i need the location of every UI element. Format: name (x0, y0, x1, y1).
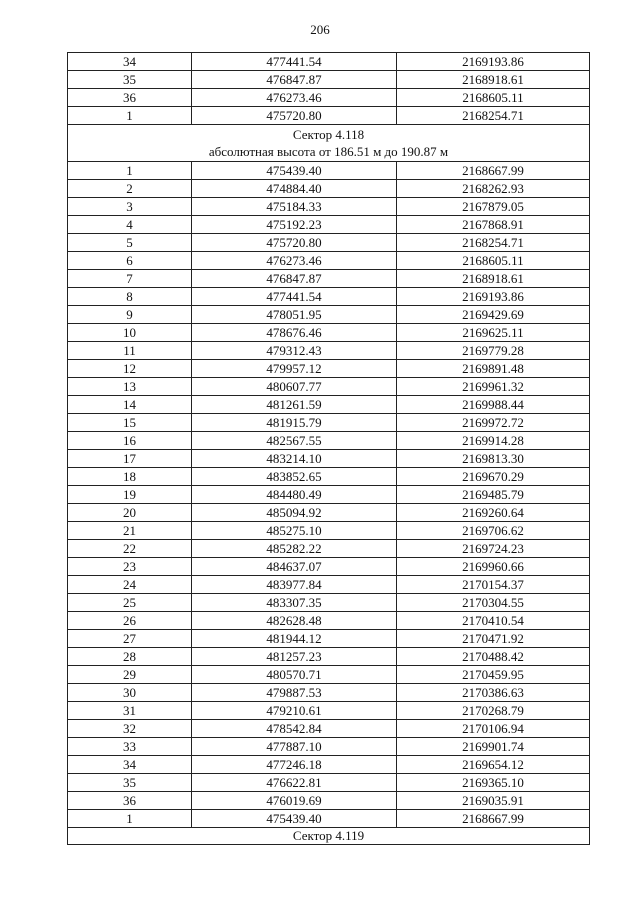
table-row (68, 360, 590, 378)
point-number-cell: 3 (68, 198, 192, 216)
y-coordinate-cell: 2169724.23 (397, 540, 590, 558)
x-coordinate-cell: 475439.40 (192, 810, 397, 828)
point-number-cell: 10 (68, 324, 192, 342)
x-coordinate-cell: 476273.46 (192, 89, 397, 107)
table-row (68, 414, 590, 432)
y-coordinate-cell: 2168667.99 (397, 162, 590, 180)
table-row (68, 684, 590, 702)
point-number-cell: 29 (68, 666, 192, 684)
point-number-cell: 17 (68, 450, 192, 468)
y-coordinate-cell: 2169914.28 (397, 432, 590, 450)
point-number-cell: 1 (68, 810, 192, 828)
point-number-cell: 13 (68, 378, 192, 396)
table-row (68, 468, 590, 486)
sector-header-cell (68, 828, 590, 845)
y-coordinate-cell: 2168254.71 (397, 234, 590, 252)
y-coordinate-cell: 2169960.66 (397, 558, 590, 576)
x-coordinate-cell: 483214.10 (192, 450, 397, 468)
table-row (68, 666, 590, 684)
sector-header-row (68, 125, 590, 162)
x-coordinate-cell: 477441.54 (192, 288, 397, 306)
table-row (68, 558, 590, 576)
table-row (68, 504, 590, 522)
table-row (68, 738, 590, 756)
point-number-cell: 14 (68, 396, 192, 414)
sector-altitude-range: абсолютная высота от 186.51 м до 190.87 м (208, 144, 449, 159)
y-coordinate-cell: 2169961.32 (397, 378, 590, 396)
page-number: 206 (310, 22, 330, 37)
x-coordinate-cell: 482628.48 (192, 612, 397, 630)
y-coordinate-cell: 2170471.92 (397, 630, 590, 648)
x-coordinate-cell: 484480.49 (192, 486, 397, 504)
point-number-cell: 12 (68, 360, 192, 378)
x-coordinate-cell: 479210.61 (192, 702, 397, 720)
table-row (68, 324, 590, 342)
table-row (68, 396, 590, 414)
x-coordinate-cell: 475439.40 (192, 162, 397, 180)
point-number-cell: 11 (68, 342, 192, 360)
x-coordinate-cell: 475184.33 (192, 198, 397, 216)
point-number-cell: 16 (68, 432, 192, 450)
y-coordinate-cell: 2169779.28 (397, 342, 590, 360)
y-coordinate-cell: 2170488.42 (397, 648, 590, 666)
x-coordinate-cell: 475720.80 (192, 107, 397, 125)
y-coordinate-cell: 2170386.63 (397, 684, 590, 702)
sector-header-4-118 (68, 125, 590, 162)
table-row (68, 270, 590, 288)
x-coordinate-cell: 477887.10 (192, 738, 397, 756)
point-number-cell: 7 (68, 270, 192, 288)
point-number-cell: 8 (68, 288, 192, 306)
y-coordinate-cell: 2168918.61 (397, 71, 590, 89)
point-number-cell: 34 (68, 756, 192, 774)
y-coordinate-cell: 2169972.72 (397, 414, 590, 432)
sector-header-4-119 (68, 828, 590, 845)
point-number-cell: 9 (68, 306, 192, 324)
x-coordinate-cell: 483852.65 (192, 468, 397, 486)
table-row (68, 792, 590, 810)
x-coordinate-cell: 482567.55 (192, 432, 397, 450)
x-coordinate-cell: 481915.79 (192, 414, 397, 432)
x-coordinate-cell: 474884.40 (192, 180, 397, 198)
table-row (68, 810, 590, 828)
point-number-cell: 34 (68, 53, 192, 71)
y-coordinate-cell: 2169193.86 (397, 53, 590, 71)
point-number-cell: 26 (68, 612, 192, 630)
y-coordinate-cell: 2169485.79 (397, 486, 590, 504)
point-number-cell: 28 (68, 648, 192, 666)
point-number-cell: 15 (68, 414, 192, 432)
x-coordinate-cell: 479957.12 (192, 360, 397, 378)
table-row (68, 198, 590, 216)
sector-header-cell (68, 125, 590, 162)
y-coordinate-cell: 2168667.99 (397, 810, 590, 828)
point-number-cell: 35 (68, 774, 192, 792)
y-coordinate-cell: 2168605.11 (397, 89, 590, 107)
y-coordinate-cell: 2169891.48 (397, 360, 590, 378)
x-coordinate-cell: 480570.71 (192, 666, 397, 684)
x-coordinate-cell: 479887.53 (192, 684, 397, 702)
point-number-cell: 22 (68, 540, 192, 558)
table-row (68, 180, 590, 198)
y-coordinate-cell: 2170106.94 (397, 720, 590, 738)
point-number-cell: 18 (68, 468, 192, 486)
x-coordinate-cell: 475720.80 (192, 234, 397, 252)
x-coordinate-cell: 478676.46 (192, 324, 397, 342)
table-row (68, 720, 590, 738)
x-coordinate-cell: 476847.87 (192, 71, 397, 89)
point-number-cell: 31 (68, 702, 192, 720)
x-coordinate-cell: 485282.22 (192, 540, 397, 558)
y-coordinate-cell: 2170154.37 (397, 576, 590, 594)
sector-title: Сектор 4.119 (292, 828, 365, 843)
table-row (68, 306, 590, 324)
y-coordinate-cell: 2170268.79 (397, 702, 590, 720)
coordinates-table (67, 52, 590, 845)
y-coordinate-cell: 2169901.74 (397, 738, 590, 756)
table-row (68, 774, 590, 792)
y-coordinate-cell: 2167879.05 (397, 198, 590, 216)
sector-title: Сектор 4.118 (292, 127, 365, 142)
x-coordinate-cell: 476273.46 (192, 252, 397, 270)
point-number-cell: 2 (68, 180, 192, 198)
y-coordinate-cell: 2169429.69 (397, 306, 590, 324)
x-coordinate-cell: 481944.12 (192, 630, 397, 648)
table-row (68, 702, 590, 720)
y-coordinate-cell: 2170410.54 (397, 612, 590, 630)
table-row (68, 630, 590, 648)
x-coordinate-cell: 481257.23 (192, 648, 397, 666)
table-row (68, 756, 590, 774)
table-row (68, 594, 590, 612)
table-section-sector-4-118 (68, 162, 590, 828)
table-row (68, 107, 590, 125)
x-coordinate-cell: 484637.07 (192, 558, 397, 576)
y-coordinate-cell: 2169193.86 (397, 288, 590, 306)
table-row (68, 522, 590, 540)
table-row (68, 432, 590, 450)
y-coordinate-cell: 2168605.11 (397, 252, 590, 270)
point-number-cell: 20 (68, 504, 192, 522)
point-number-cell: 36 (68, 792, 192, 810)
y-coordinate-cell: 2169260.64 (397, 504, 590, 522)
x-coordinate-cell: 477246.18 (192, 756, 397, 774)
point-number-cell: 6 (68, 252, 192, 270)
x-coordinate-cell: 481261.59 (192, 396, 397, 414)
x-coordinate-cell: 478542.84 (192, 720, 397, 738)
point-number-cell: 27 (68, 630, 192, 648)
table-row (68, 216, 590, 234)
point-number-cell: 23 (68, 558, 192, 576)
point-number-cell: 36 (68, 89, 192, 107)
x-coordinate-cell: 476847.87 (192, 270, 397, 288)
table-row (68, 162, 590, 180)
table-row (68, 89, 590, 107)
table-row (68, 486, 590, 504)
point-number-cell: 21 (68, 522, 192, 540)
x-coordinate-cell: 483977.84 (192, 576, 397, 594)
x-coordinate-cell: 476019.69 (192, 792, 397, 810)
y-coordinate-cell: 2170459.95 (397, 666, 590, 684)
table-row (68, 450, 590, 468)
table-row (68, 540, 590, 558)
y-coordinate-cell: 2169365.10 (397, 774, 590, 792)
y-coordinate-cell: 2168254.71 (397, 107, 590, 125)
y-coordinate-cell: 2168262.93 (397, 180, 590, 198)
y-coordinate-cell: 2169035.91 (397, 792, 590, 810)
x-coordinate-cell: 485275.10 (192, 522, 397, 540)
x-coordinate-cell: 476622.81 (192, 774, 397, 792)
y-coordinate-cell: 2167868.91 (397, 216, 590, 234)
table-row (68, 252, 590, 270)
x-coordinate-cell: 479312.43 (192, 342, 397, 360)
x-coordinate-cell: 480607.77 (192, 378, 397, 396)
y-coordinate-cell: 2169670.29 (397, 468, 590, 486)
y-coordinate-cell: 2169813.30 (397, 450, 590, 468)
table-row (68, 288, 590, 306)
point-number-cell: 1 (68, 107, 192, 125)
point-number-cell: 30 (68, 684, 192, 702)
point-number-cell: 35 (68, 71, 192, 89)
table-row (68, 234, 590, 252)
x-coordinate-cell: 475192.23 (192, 216, 397, 234)
x-coordinate-cell: 485094.92 (192, 504, 397, 522)
table-row (68, 648, 590, 666)
y-coordinate-cell: 2169654.12 (397, 756, 590, 774)
table-row (68, 378, 590, 396)
x-coordinate-cell: 478051.95 (192, 306, 397, 324)
y-coordinate-cell: 2169988.44 (397, 396, 590, 414)
table-row (68, 342, 590, 360)
table-row (68, 71, 590, 89)
y-coordinate-cell: 2170304.55 (397, 594, 590, 612)
table-row (68, 53, 590, 71)
table-row (68, 612, 590, 630)
point-number-cell: 24 (68, 576, 192, 594)
point-number-cell: 4 (68, 216, 192, 234)
table-row (68, 576, 590, 594)
y-coordinate-cell: 2169706.62 (397, 522, 590, 540)
sector-header-row (68, 828, 590, 845)
point-number-cell: 5 (68, 234, 192, 252)
point-number-cell: 25 (68, 594, 192, 612)
x-coordinate-cell: 483307.35 (192, 594, 397, 612)
y-coordinate-cell: 2168918.61 (397, 270, 590, 288)
point-number-cell: 32 (68, 720, 192, 738)
point-number-cell: 19 (68, 486, 192, 504)
point-number-cell: 1 (68, 162, 192, 180)
x-coordinate-cell: 477441.54 (192, 53, 397, 71)
y-coordinate-cell: 2169625.11 (397, 324, 590, 342)
table-section-previous-sector (68, 53, 590, 125)
point-number-cell: 33 (68, 738, 192, 756)
